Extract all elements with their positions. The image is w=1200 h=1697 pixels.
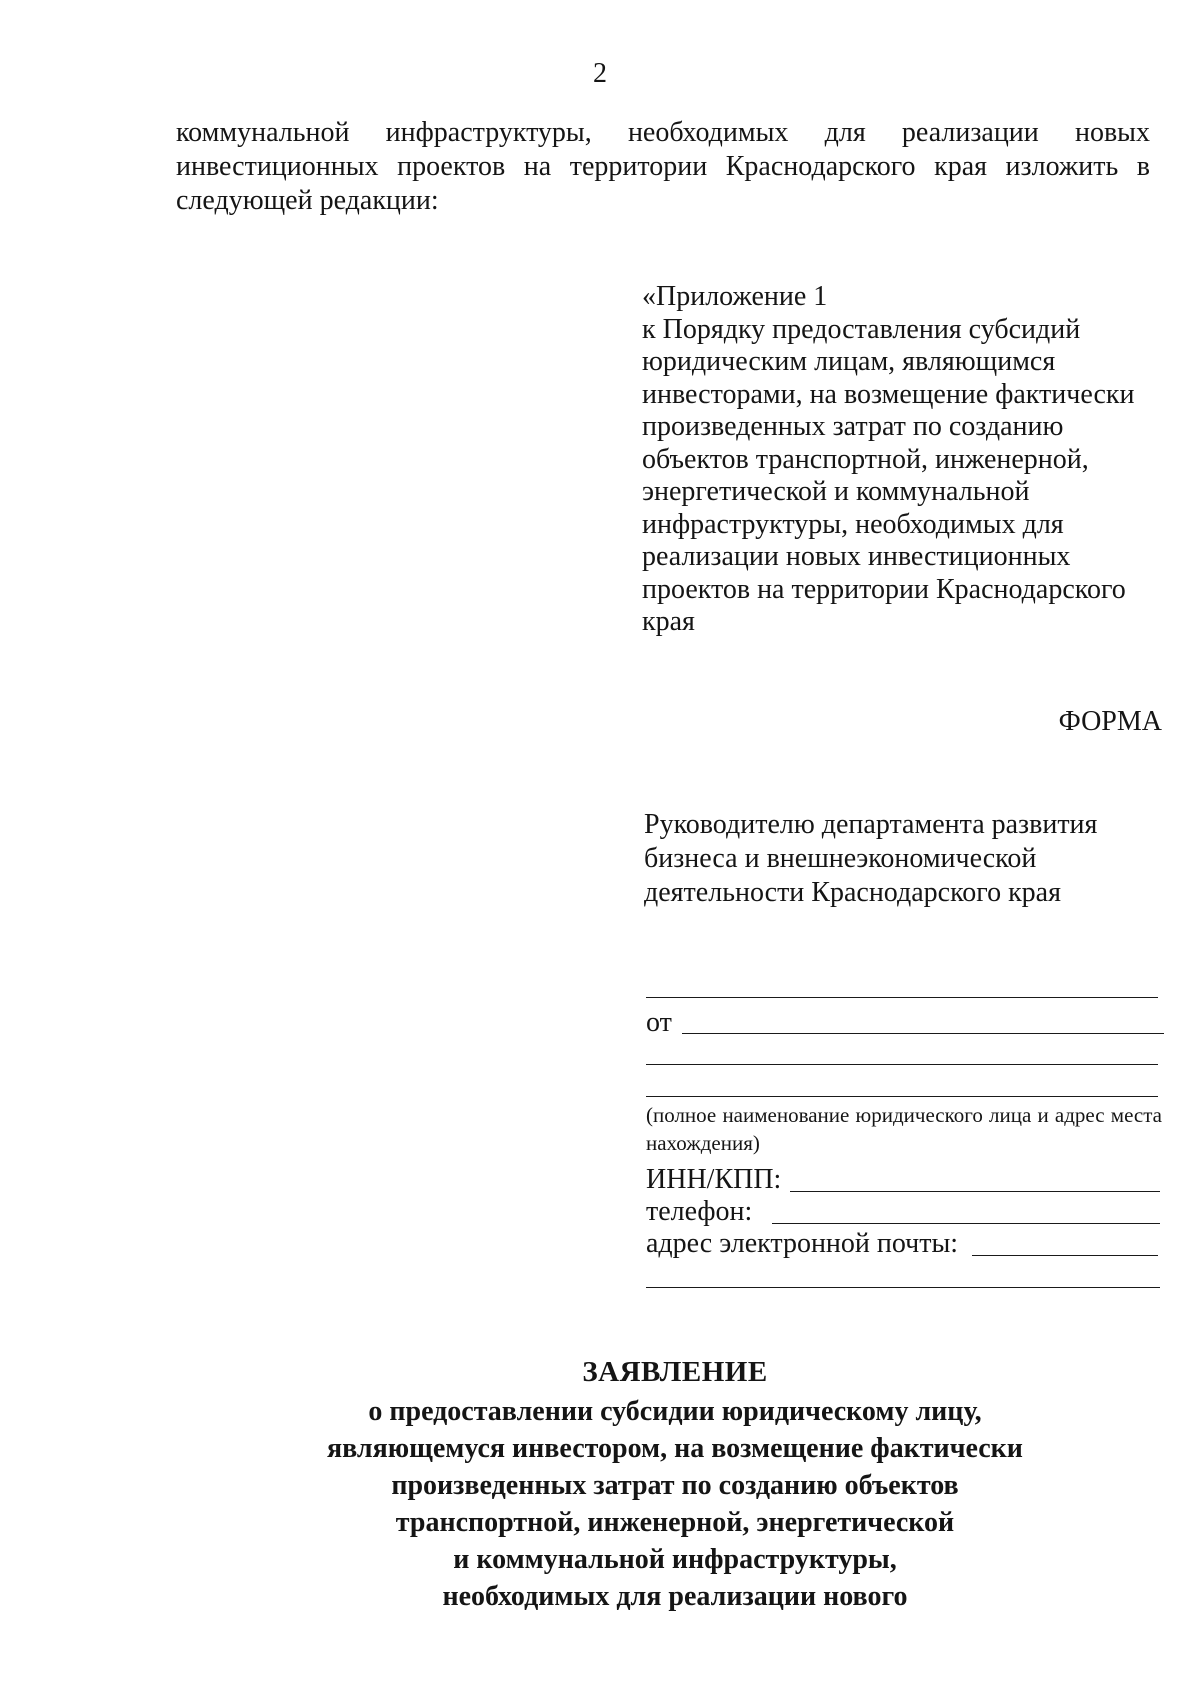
- appendix-line: объектов транспортной, инженерной,: [642, 443, 1089, 475]
- blank-field-line[interactable]: [646, 1287, 1160, 1288]
- appendix-line: «Приложение 1: [642, 281, 828, 312]
- addressee-line: деятельности Краснодарского края: [644, 877, 1061, 908]
- phone-field-line[interactable]: [772, 1223, 1160, 1224]
- intro-line: следующей редакции:: [176, 185, 439, 216]
- blank-field-line[interactable]: [646, 1096, 1158, 1097]
- from-label: от: [646, 1007, 672, 1038]
- appendix-line: края: [642, 606, 695, 637]
- intro-line: инвестиционных проектов на территории Краснодарского края изложить в: [176, 151, 1150, 182]
- addressee-line: Руководителю департамента развития: [644, 809, 1098, 840]
- forma-label: ФОРМА: [1058, 706, 1162, 737]
- blank-field-line[interactable]: [646, 1064, 1158, 1065]
- inn-label: ИНН/КПП:: [646, 1164, 782, 1195]
- appendix-line: к Порядку предоставления субсидий: [642, 313, 1081, 345]
- appendix-line: проектов на территории Краснодарского: [642, 573, 1126, 605]
- heading-line: произведенных затрат по созданию объектов: [391, 1470, 959, 1501]
- addressee-block: [644, 808, 1164, 910]
- heading-title: ЗАЯВЛЕНИЕ: [582, 1356, 768, 1388]
- email-label: адрес электронной почты:: [646, 1228, 959, 1259]
- phone-label: телефон:: [646, 1196, 753, 1227]
- email-field-line[interactable]: [972, 1255, 1158, 1256]
- inn-field-line[interactable]: [790, 1191, 1160, 1192]
- heading-line: транспортной, инженерной, энергетической: [395, 1507, 955, 1538]
- appendix-line: инфраструктуры, необходимых для: [642, 508, 1064, 540]
- field-note: (полное наименование юридического лица и адрес места нахождения): [646, 1103, 1162, 1155]
- appendix-line: юридическим лицам, являющимся: [642, 346, 1056, 377]
- heading-line: необходимых для реализации нового: [442, 1581, 908, 1612]
- appendix-line: энергетической и коммунальной: [642, 476, 1030, 507]
- heading-line: и коммунальной инфраструктуры,: [453, 1544, 897, 1575]
- addressee-line: бизнеса и внешнеэкономической: [644, 843, 1037, 874]
- intro-line: коммунальной инфраструктуры, необходимых для реализации новых: [176, 117, 1150, 148]
- intro-paragraph: [176, 116, 1150, 218]
- blank-field-line[interactable]: [646, 997, 1158, 998]
- heading-line: являющемуся инвестором, на возмещение фактически: [327, 1433, 1023, 1464]
- heading-line: о предоставлении субсидии юридическому лицу,: [368, 1396, 982, 1427]
- page-number: 2: [593, 58, 607, 89]
- from-field-line[interactable]: [682, 1033, 1164, 1034]
- application-heading: [0, 1354, 1200, 1615]
- appendix-block: [642, 281, 1162, 639]
- appendix-line: реализации новых инвестиционных: [642, 541, 1071, 572]
- appendix-line: произведенных затрат по созданию: [642, 411, 1064, 442]
- appendix-line: инвесторами, на возмещение фактически: [642, 378, 1135, 410]
